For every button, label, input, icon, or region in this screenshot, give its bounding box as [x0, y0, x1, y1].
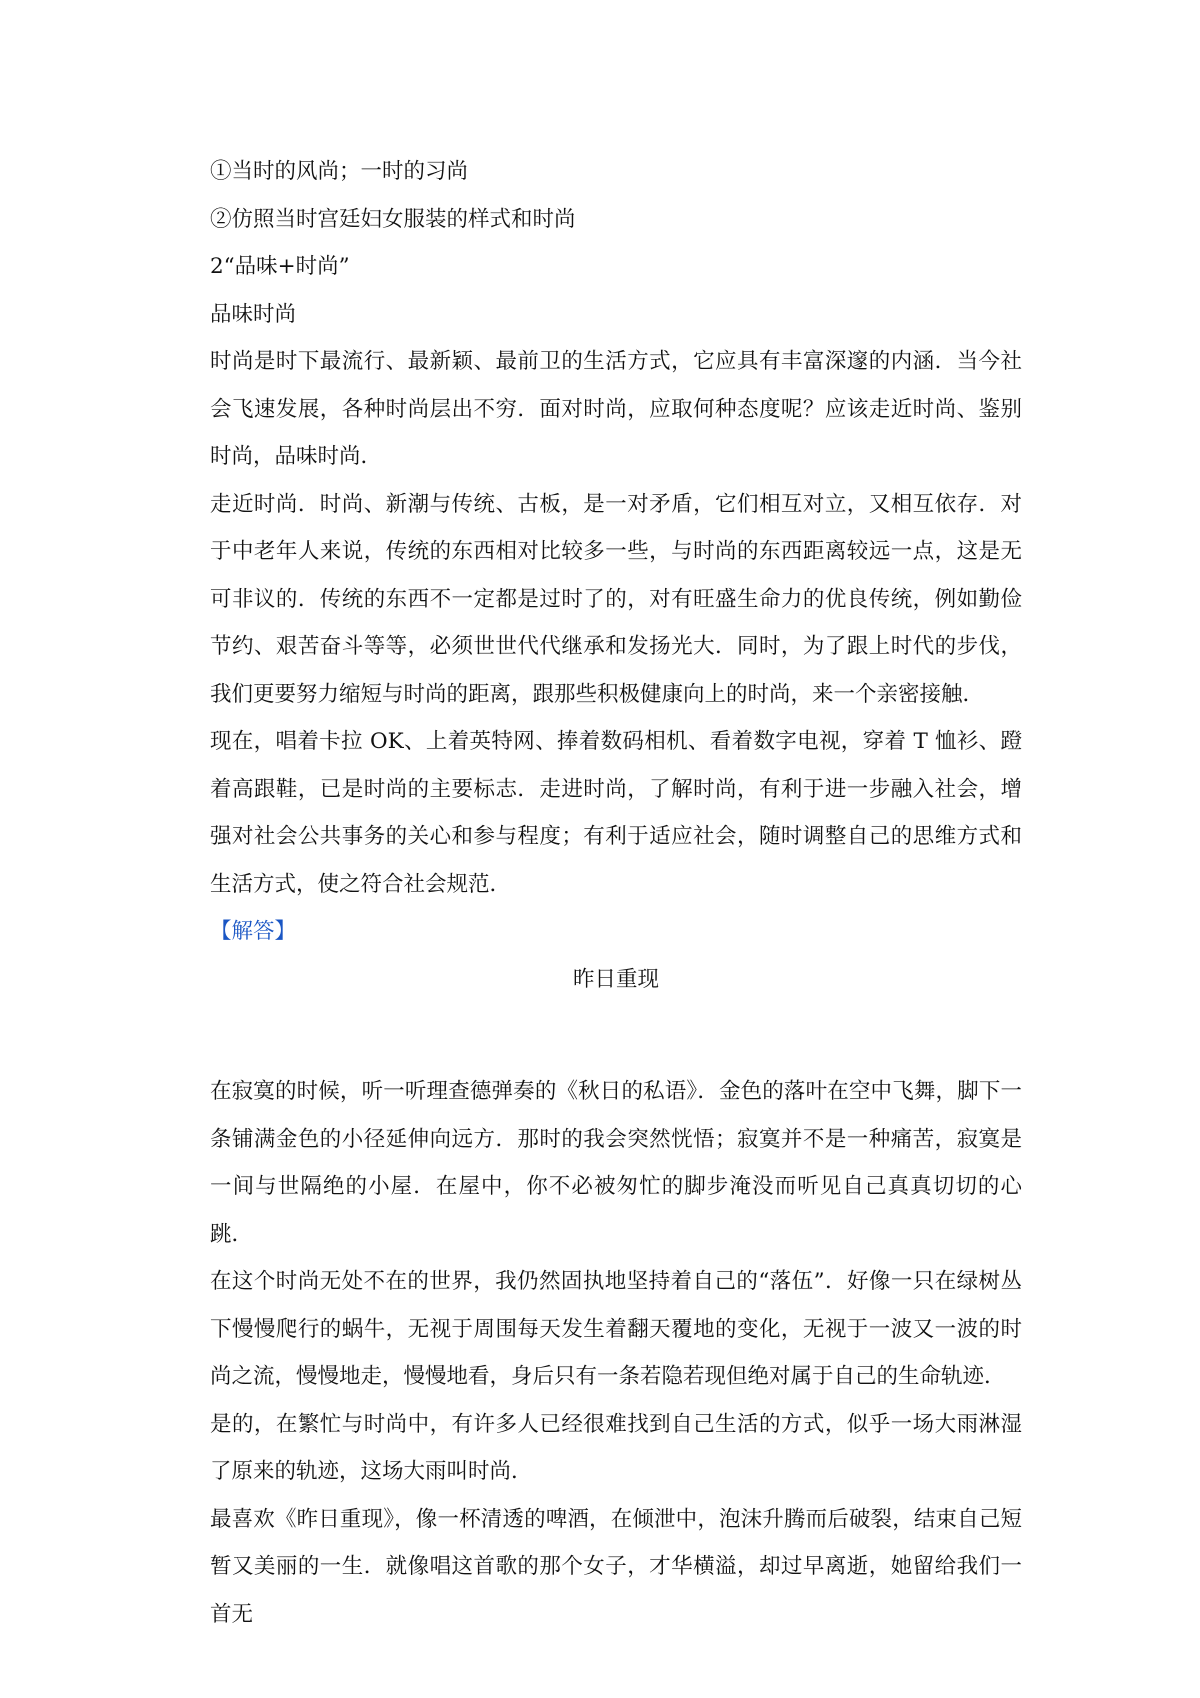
- essay-1-paragraph-2: 走近时尚．时尚、新潮与传统、古板，是一对矛盾，它们相互对立，又相互依存．对于中老年人来说，传统的东西相对比较多一些，与时尚的东西距离较远一点，这是无可非议的．传统的东西不一定都是过时了的，对有旺盛生命力的优良传统，例如勤俭节约、艰苦奋斗等等，必须世世代代继承和发扬光大．同时，为了跟上时代的步伐，我们更要努力缩短与时尚的距离，跟那些积极健康向上的时尚，来一个亲密接触．: [210, 491, 1022, 707]
- essay-1-title: 品味时尚: [210, 301, 297, 327]
- document-body: [210, 148, 1022, 1638]
- essay-2-paragraph-1: 在寂寞的时候，听一听理查德弹奏的《秋日的私语》．金色的落叶在空中飞舞，脚下一条铺满金色的小径延伸向远方．那时的我会突然恍悟；寂寞并不是一种痛苦，寂寞是一间与世隔绝的小屋．在屋中，你不必被匆忙的脚步淹没而听见自己真真切切的心跳．: [210, 1079, 1022, 1247]
- definition-item-1: ①当时的风尚；一时的习尚: [210, 159, 469, 184]
- essay-1-paragraph-3: 现在，唱着卡拉 OK、上着英特网、捧着数码相机、看着数字电视，穿着 T 恤衫、蹬着高跟鞋，已是时尚的主要标志．走进时尚，了解时尚，有利于进一步融入社会，增强对社会公共事务的关心和参与程度；有利于适应社会，随时调整自己的思维方式和生活方式，使之符合社会规范．: [210, 729, 1022, 897]
- definition-item-2: ②仿照当时宫廷妇女服装的样式和时尚: [210, 206, 576, 232]
- essay-1-paragraph-1: 时尚是时下最流行、最新颖、最前卫的生活方式，它应具有丰富深邃的内涵．当今社会飞速发展，各种时尚层出不穷．面对时尚，应取何种态度呢？应该走近时尚、鉴别时尚，品味时尚．: [210, 349, 1022, 469]
- essay-2-title: 昨日重现: [572, 966, 659, 992]
- answer-tag: 【解答】: [210, 919, 297, 944]
- spacer: [210, 1003, 1022, 1068]
- essay-2-paragraph-3: 是的，在繁忙与时尚中，有许多人已经很难找到自己生活的方式，似乎一场大雨淋湿了原来的轨迹，这场大雨叫时尚．: [210, 1411, 1022, 1484]
- section-heading: 2“品味+时尚”: [210, 254, 350, 279]
- essay-2-paragraph-4: 最喜欢《昨日重现》，像一杯清透的啤酒，在倾泄中，泡沫升腾而后破裂，结束自己短暂又美丽的一生．就像唱这首歌的那个女子，才华横溢，却过早离逝，她留给我们一首无: [210, 1506, 1022, 1627]
- essay-2-paragraph-2: 在这个时尚无处不在的世界，我仍然固执地坚持着自己的“落伍”．好像一只在绿树丛下慢慢爬行的蜗牛，无视于周围每天发生着翻天覆地的变化，无视于一波又一波的时尚之流，慢慢地走，慢慢地看，身后只有一条若隐若现但绝对属于自己的生命轨迹．: [210, 1269, 1022, 1389]
